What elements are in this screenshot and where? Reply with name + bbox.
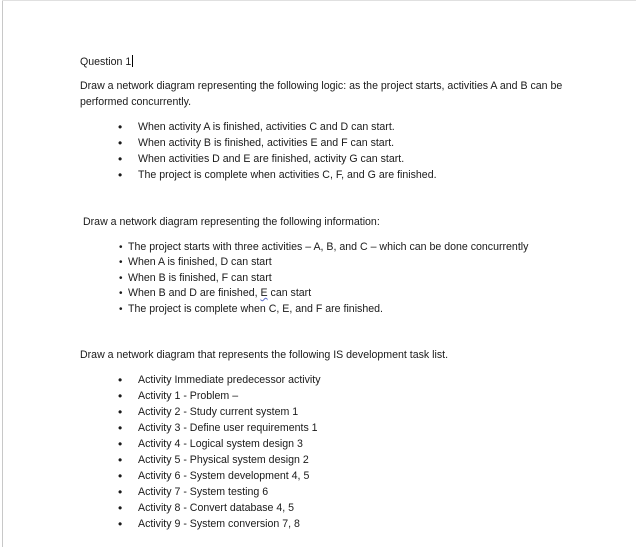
list-item: • Activity 9 - System conversion 7, 8 <box>118 517 321 533</box>
q2-bullet-list <box>119 240 528 317</box>
question-title-line[interactable] <box>80 55 133 70</box>
q1-bullet-list <box>118 120 437 184</box>
list-item: • The project is complete when C, E, and F are finished. <box>119 302 528 317</box>
list-item: • When B and D are finished, E can start <box>119 286 528 301</box>
list-item: • Activity 8 - Convert database 4, 5 <box>118 501 321 517</box>
q2-intro: Draw a network diagram representing the following information: <box>83 216 380 228</box>
list-item: • Activity 1 - Problem – <box>118 389 321 405</box>
list-item: • The project is complete when activities C, F, and G are finished. <box>118 168 437 184</box>
list-item: • Activity Immediate predecessor activity <box>118 373 321 389</box>
list-item: • When activity A is finished, activities C and D can start. <box>118 120 437 136</box>
spellcheck-mark: E <box>260 287 268 300</box>
q3-bullet-list <box>118 373 321 533</box>
q3-intro: Draw a network diagram that represents the following IS development task list. <box>80 349 449 361</box>
list-item: • When A is finished, D can start <box>119 255 528 270</box>
list-item: • Activity 4 - Logical system design 3 <box>118 437 321 453</box>
q1-intro: Draw a network diagram representing the following logic: as the project starts, activities A and B can be performed concurrently. <box>80 80 563 108</box>
list-item: • When activities D and E are finished, activity G can start. <box>118 152 437 168</box>
list-item: • Activity 7 - System testing 6 <box>118 485 321 501</box>
question-title: Question 1 <box>80 56 132 68</box>
text-cursor <box>132 55 133 67</box>
list-item: • When B is finished, F can start <box>119 271 528 286</box>
list-item: • The project starts with three activities – A, B, and C – which can be done concurrently <box>119 240 528 255</box>
list-item: • Activity 6 - System development 4, 5 <box>118 469 321 485</box>
list-item: • Activity 2 - Study current system 1 <box>118 405 321 421</box>
list-item: • Activity 3 - Define user requirements 1 <box>118 421 321 437</box>
list-item: • When activity B is finished, activities E and F can start. <box>118 136 437 152</box>
list-item: • Activity 5 - Physical system design 2 <box>118 453 321 469</box>
